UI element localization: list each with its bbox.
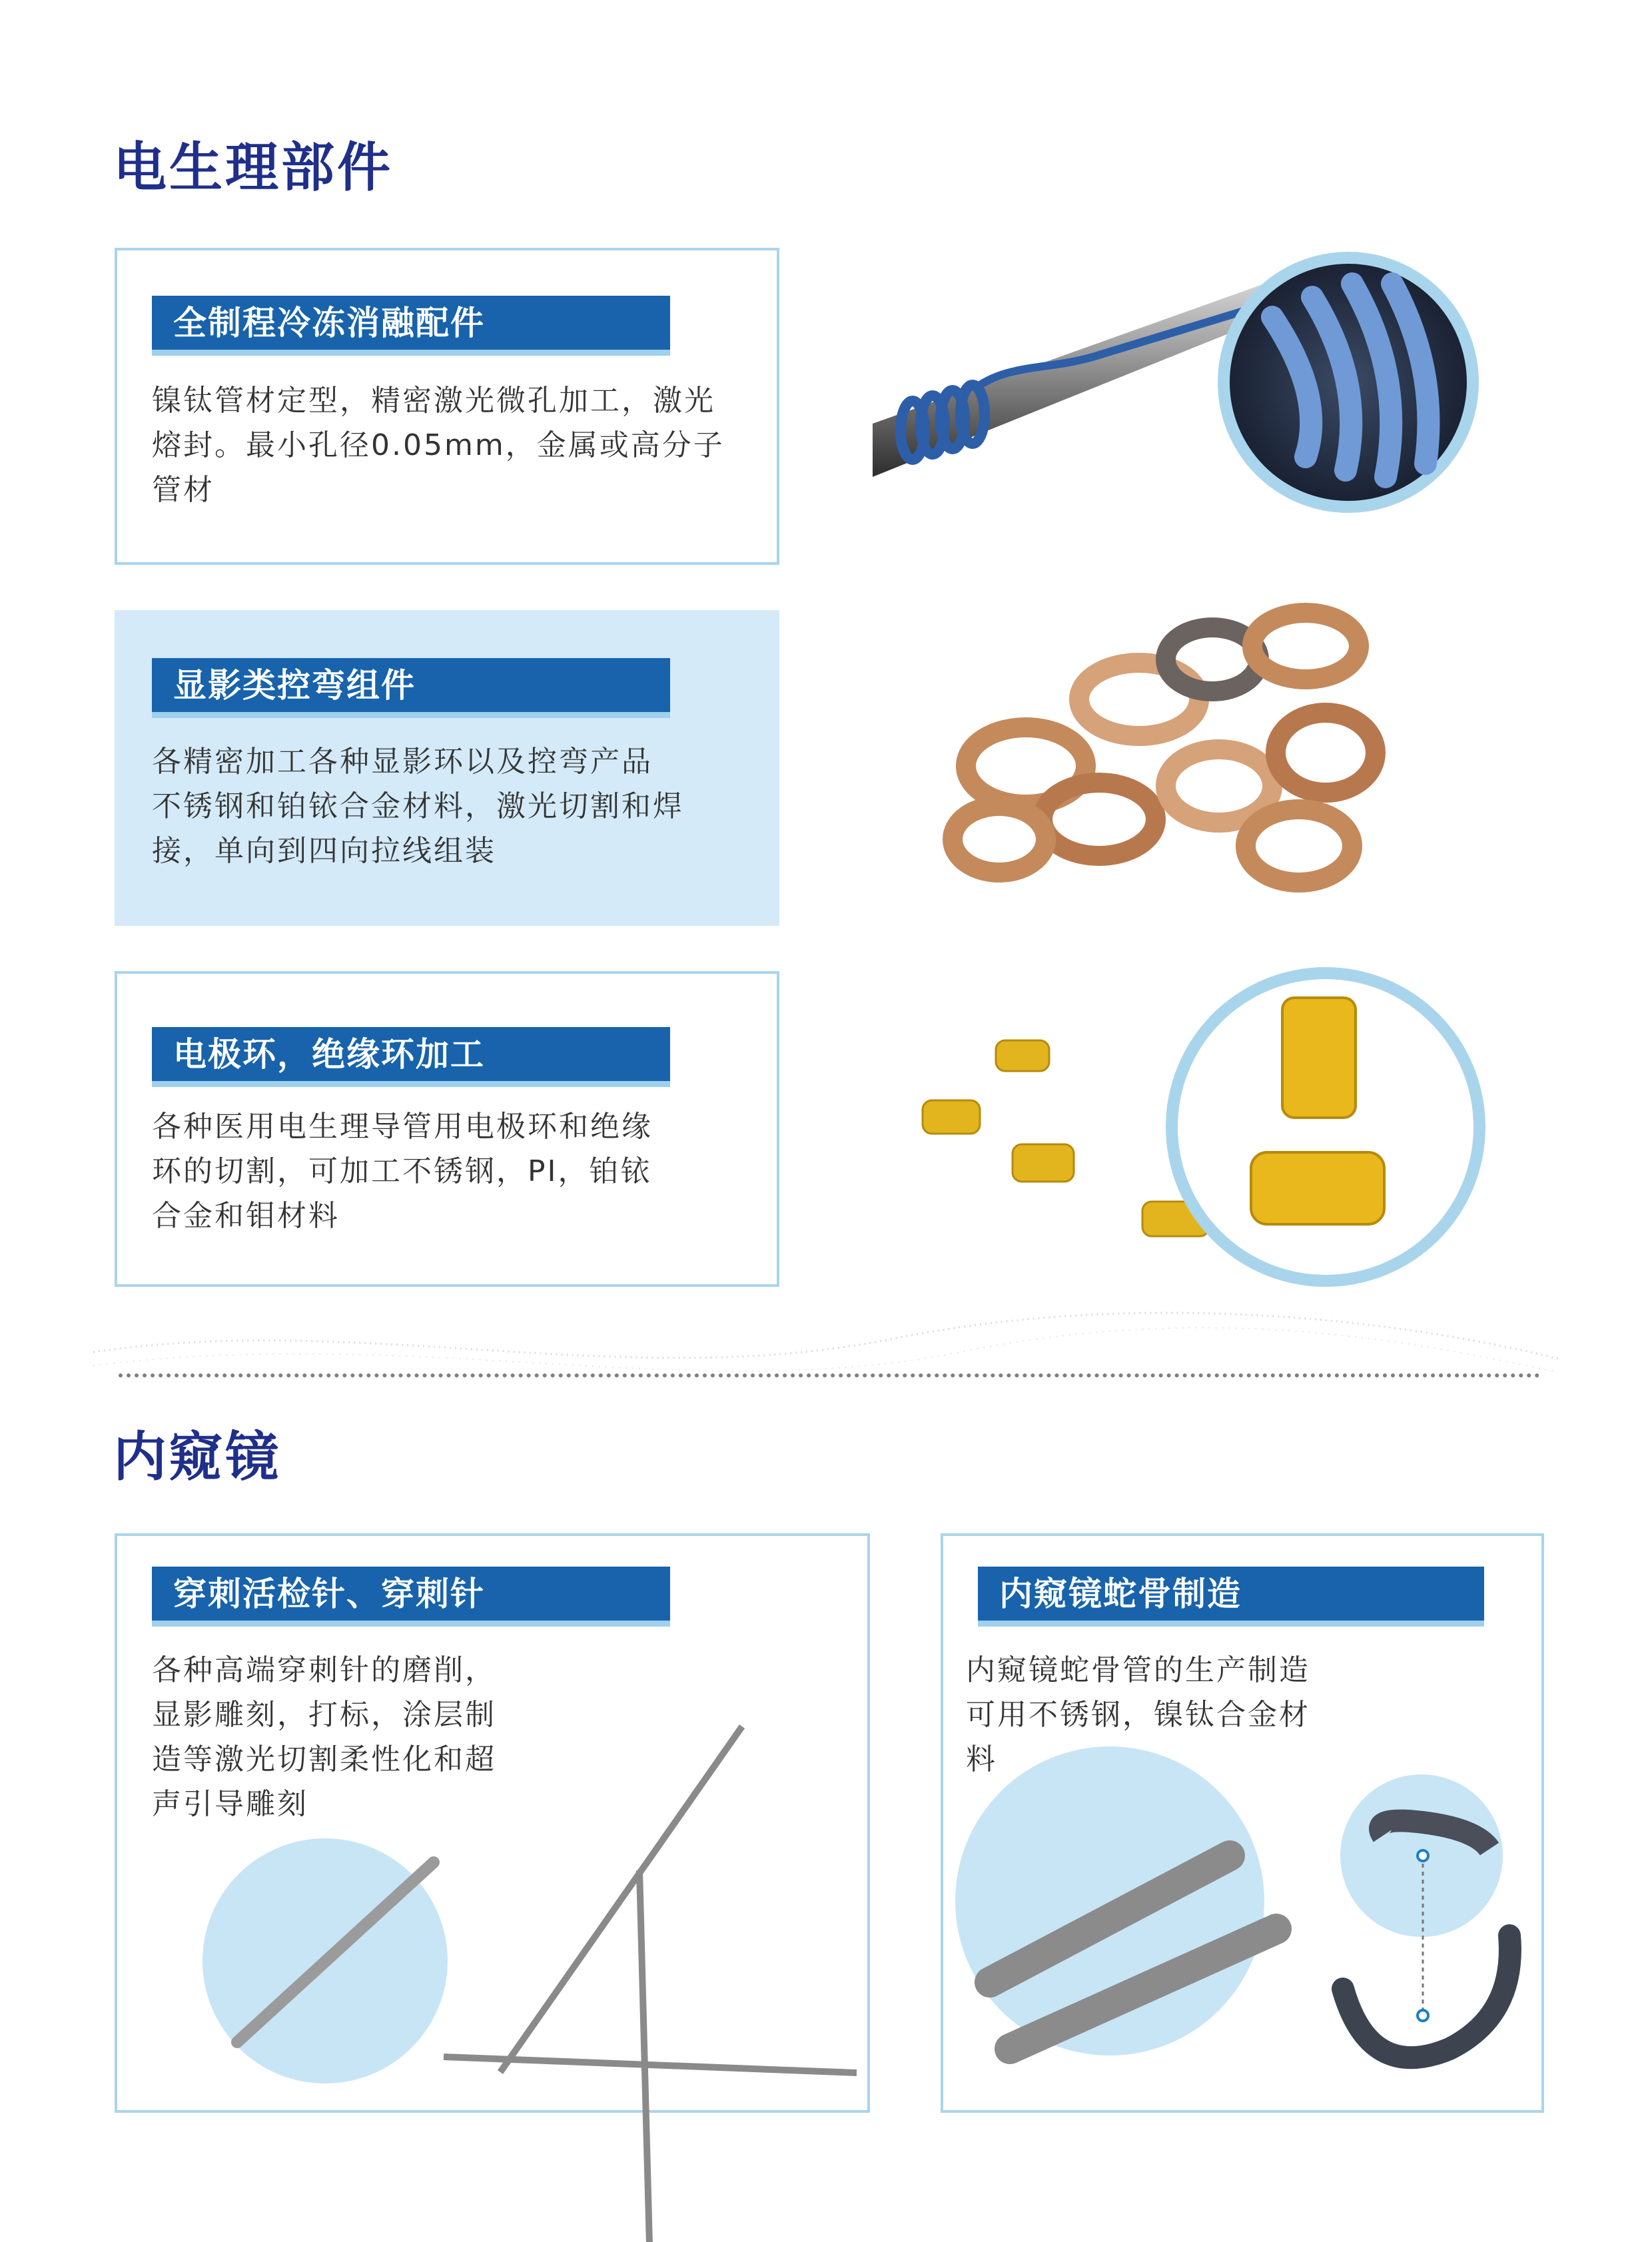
decorative-wave xyxy=(93,1286,1559,1412)
card-heading: 显影类控弯组件 xyxy=(152,658,670,718)
coiled-tube-image xyxy=(873,237,1485,530)
card-description: 各精密加工各种显影环以及控弯产品 不锈钢和铂铱合金材料，激光切割和焊 接，单向到四向拉线组装 xyxy=(152,745,684,868)
card-biopsy-needles xyxy=(115,1533,870,2113)
card-description: 各种医用电生理导管用电极环和绝缘 环的切割，可加工不锈钢，PI，铂铱 合金和钼材料 xyxy=(152,1110,653,1233)
card-heading: 穿刺活检针、穿刺针 xyxy=(152,1567,670,1627)
card-description: 各种高端穿刺针的磨削， 显影雕刻，打标，涂层制 造等激光切割柔性化和超 声引导雕刻 xyxy=(152,1653,496,1821)
card-heading: 电极环，绝缘环加工 xyxy=(152,1027,670,1087)
insulation-tubes-image xyxy=(913,959,1485,1292)
card-heading: 内窥镜蛇骨制造 xyxy=(978,1567,1484,1627)
biopsy-needles-image xyxy=(184,1696,863,2095)
snake-bone-image xyxy=(943,1736,1543,2109)
card-description: 镍钛管材定型，精密激光微孔加工，激光 熔封。最小孔径0.05mm，金属或高分子 管材 xyxy=(152,384,725,507)
card-cryoablation xyxy=(115,248,779,565)
card-electrode-rings xyxy=(115,971,779,1287)
marker-rings-image xyxy=(926,599,1452,893)
card-snake-bone xyxy=(941,1533,1544,2113)
card-heading: 全制程冷冻消融配件 xyxy=(152,296,670,356)
card-description: 内窥镜蛇骨管的生产制造 可用不锈钢，镍钛合金材料 xyxy=(966,1653,1310,1776)
section-title-endoscope: 内窥镜 xyxy=(113,1426,281,1488)
card-marker-bands xyxy=(115,610,779,926)
section-divider xyxy=(119,1373,1540,1377)
section-title-electrophysiology: 电生理部件 xyxy=(113,137,393,198)
